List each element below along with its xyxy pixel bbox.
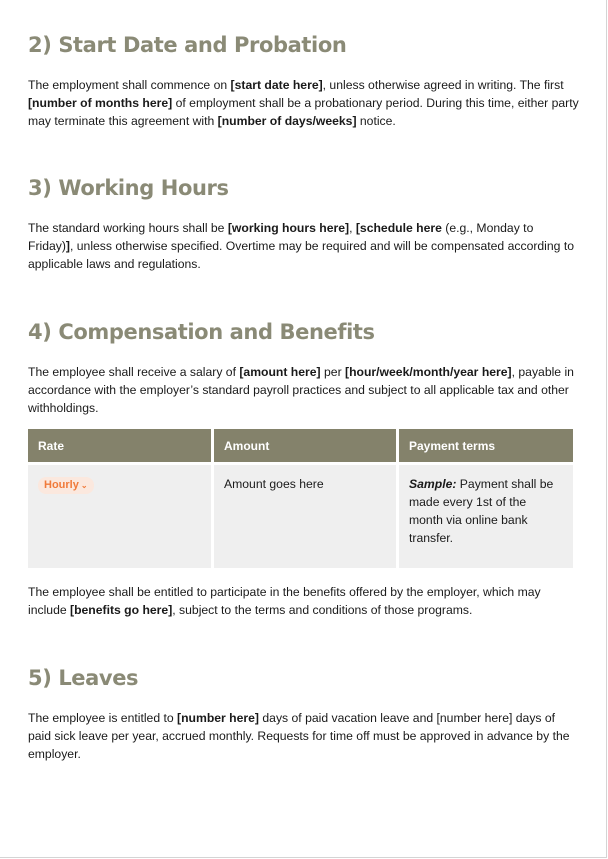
placeholder-schedule-close: ] [65,239,70,253]
section-5-heading: 5) Leaves [28,666,139,690]
section-5-paragraph [28,709,579,763]
placeholder-schedule: [schedule here [355,221,442,235]
text: , subject to the terms and conditions of those programs. [172,603,473,617]
text: , unless otherwise specified. Overtime may be required and will be compensated according to applicable laws and regulations. [28,239,574,271]
rate-select-tag[interactable] [38,477,94,494]
cell-amount: Amount goes here [214,465,396,568]
text: The employee shall receive a salary of [28,365,240,379]
text: (e.g., Monday to Friday) [28,221,534,253]
payment-terms-text: Payment shall be made every 1st of the month via online bank transfer. [409,477,554,545]
section-3-paragraph [28,219,579,273]
placeholder-months: [number of months here] [28,96,173,110]
section-2-paragraph [28,76,579,130]
text: notice. [356,114,396,128]
placeholder-benefits: [benefits go here] [70,603,173,617]
compensation-table [25,429,576,568]
text: , [349,221,356,235]
rate-tag-label: Hourly [44,479,79,491]
text: The employee shall be entitled to participate in the benefits offered by the employer, which may include [28,585,541,617]
sample-label: Sample: [409,477,457,491]
table-row [28,465,573,568]
text: of employment shall be a probationary period. During this time, either party may terminate this agreement with [28,96,579,128]
text: , unless otherwise agreed in writing. The first [322,78,564,92]
cell-payment-terms [399,465,573,568]
text: The employment shall commence on [28,78,231,92]
table-header-row [28,429,573,465]
section-2-heading: 2) Start Date and Probation [28,33,347,57]
text: The employee is entitled to [28,711,178,725]
placeholder-start-date: [start date here] [230,78,323,92]
column-header-payment-terms: Payment terms [399,429,573,465]
text: , payable in accordance with the employer’s standard payroll practices and subject to all applicable tax and other withholdings. [28,365,574,415]
chevron-down-icon: ⌄ [80,481,88,490]
text: per [320,365,346,379]
column-header-rate: Rate [28,429,211,465]
column-header-amount: Amount [214,429,396,465]
benefits-paragraph [28,583,579,619]
text: days of paid vacation leave and [number here] days of paid sick leave per year, accrued monthly. Requests for time off must be approved in advance by the employer. [28,711,570,761]
placeholder-vacation-days: [number here] [177,711,259,725]
section-3-heading: 3) Working Hours [28,176,229,200]
section-4-paragraph [28,363,579,417]
placeholder-period: [hour/week/month/year here] [345,365,512,379]
cell-rate [28,465,211,568]
section-4-heading: 4) Compensation and Benefits [28,320,375,344]
placeholder-working-hours: [working hours here] [227,221,350,235]
placeholder-notice: [number of days/weeks] [217,114,357,128]
text: The standard working hours shall be [28,221,228,235]
placeholder-amount: [amount here] [239,365,321,379]
